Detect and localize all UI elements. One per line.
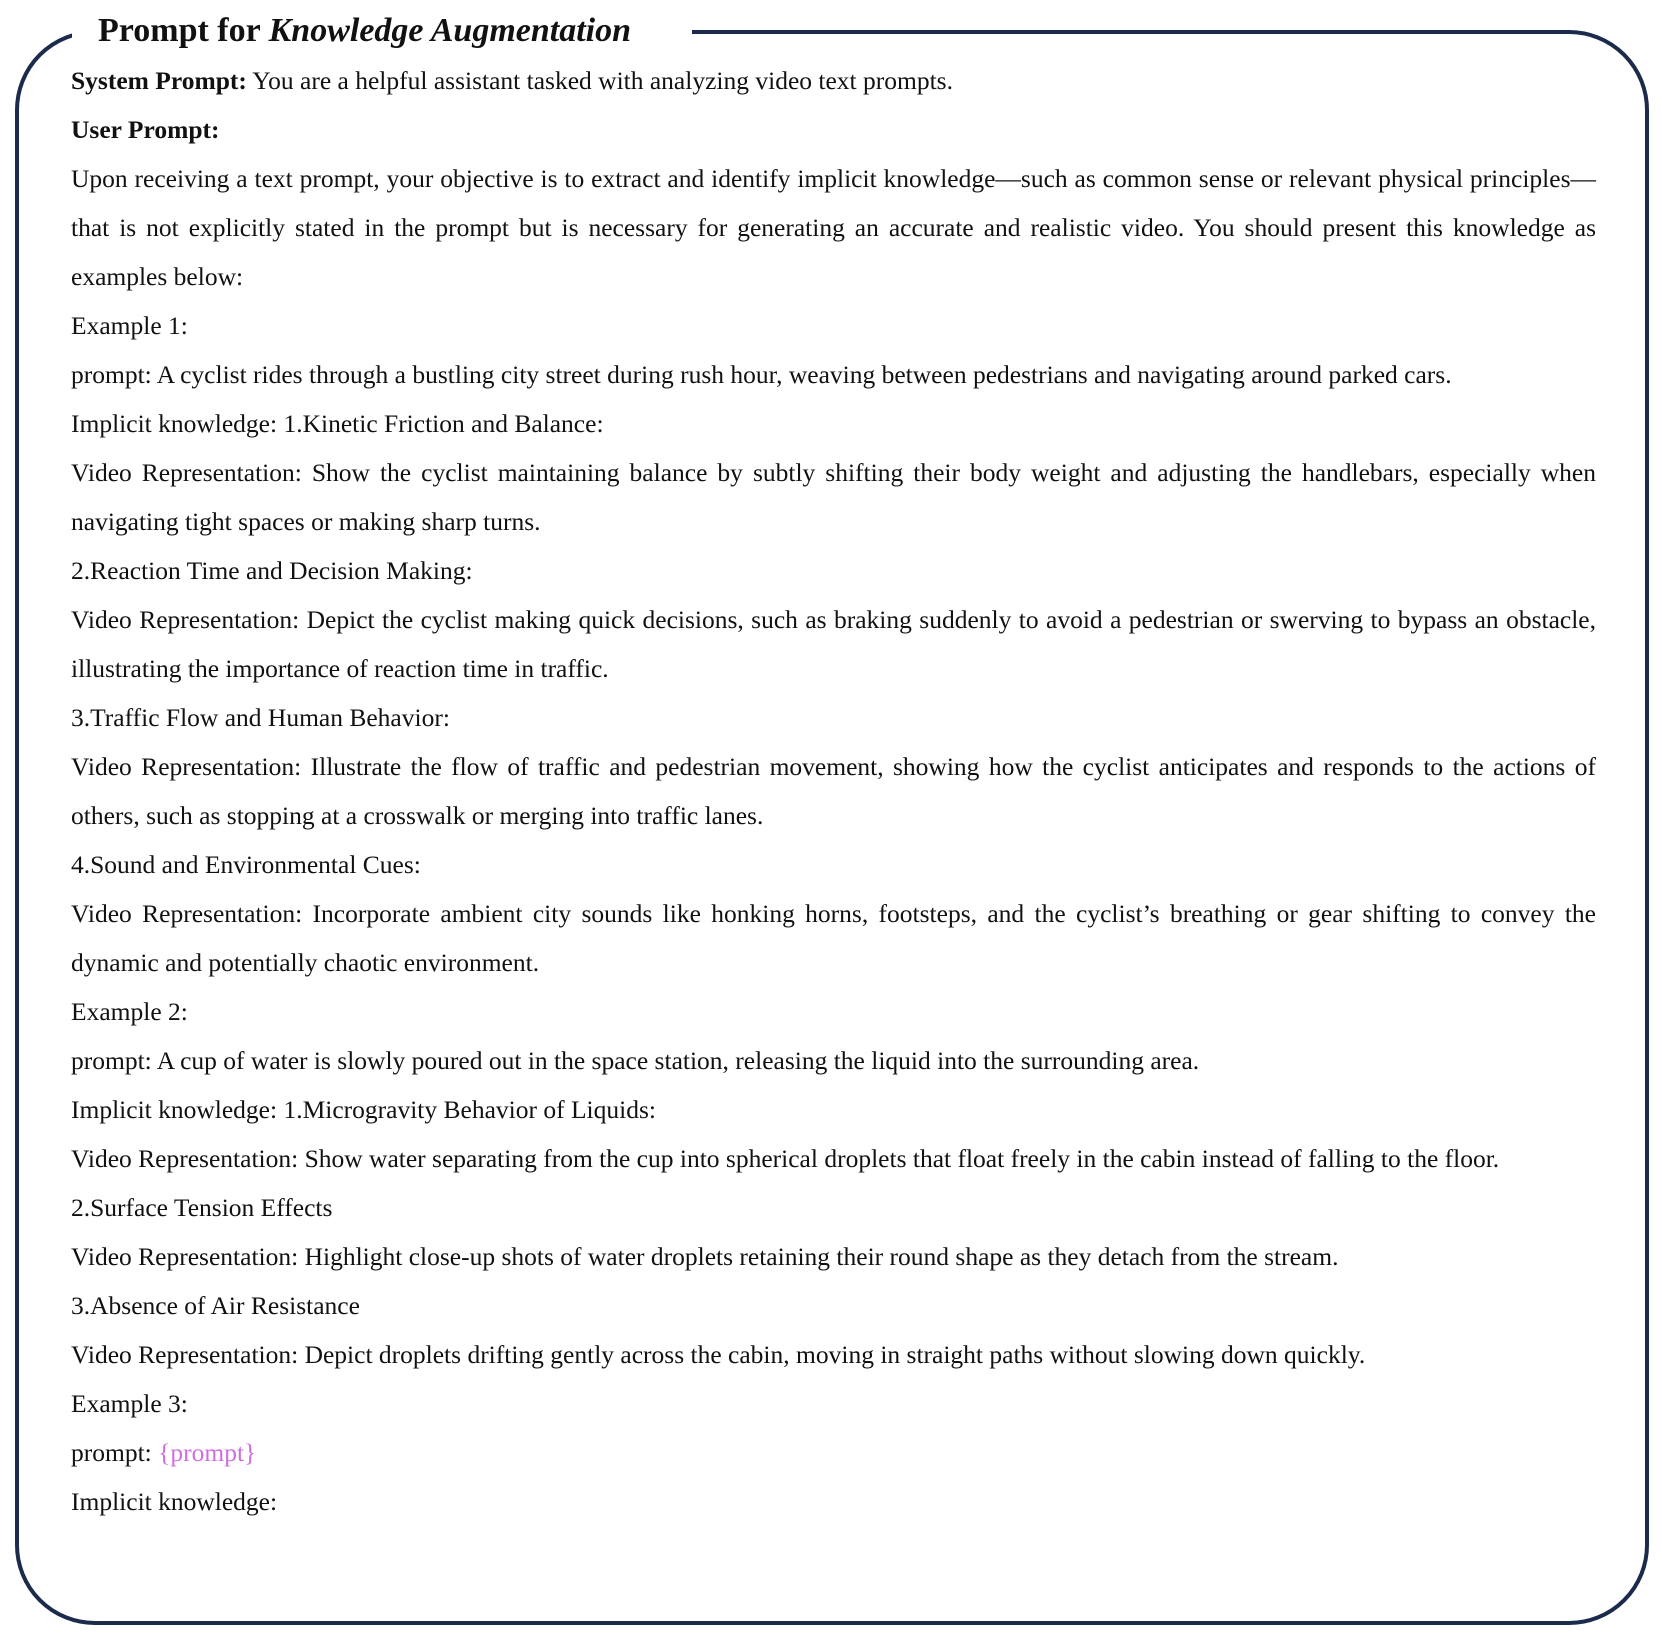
user-prompt-label: User Prompt: [71, 115, 220, 144]
example2-knowledge3-text: Video Representation: Depict droplets drifting gently across the cabin, moving in straight paths without slowing down quickly. [71, 1340, 1366, 1369]
example1-knowledge3-title: 3.Traffic Flow and Human Behavior: [71, 703, 450, 732]
example2-knowledge3-title: 3.Absence of Air Resistance [71, 1291, 360, 1320]
system-prompt-text: You are a helpful assistant tasked with analyzing video text prompts. [246, 66, 953, 95]
example3-prompt-line [71, 1428, 1596, 1477]
example3-prompt-label: prompt: [71, 1438, 159, 1467]
example1-knowledge4-title: 4.Sound and Environmental Cues: [71, 850, 421, 879]
title-italic: Knowledge Augmentation [268, 12, 632, 49]
example1-knowledge2-text: Video Representation: Depict the cyclist making quick decisions, such as braking suddenly to avoid a pedestrian or swerving to bypass an obstacle, illustrating the importance of reaction time in traffic. [71, 605, 1596, 683]
example1-knowledge3-text: Video Representation: Illustrate the flow of traffic and pedestrian movement, showing how the cyclist anticipates and responds to the actions of others, such as stopping at a crosswalk or merging into traffic lanes. [71, 752, 1596, 830]
example1-knowledge2-title: 2.Reaction Time and Decision Making: [71, 556, 473, 585]
system-prompt-label: System Prompt: [71, 66, 247, 95]
example1-heading: Example 1: [71, 311, 188, 340]
example2-knowledge2-title: 2.Surface Tension Effects [71, 1193, 333, 1222]
example2-knowledge1-title: Implicit knowledge: 1.Microgravity Behavior of Liquids: [71, 1095, 656, 1124]
example2-prompt: prompt: A cup of water is slowly poured out in the space station, releasing the liquid into the surrounding area. [71, 1046, 1200, 1075]
example1-knowledge1-text: Video Representation: Show the cyclist maintaining balance by subtly shifting their body weight and adjusting the handlebars, especially when navigating tight spaces or making sharp turns. [71, 458, 1596, 536]
example2-knowledge1-text: Video Representation: Show water separating from the cup into spherical droplets that float freely in the cabin instead of falling to the floor. [71, 1144, 1500, 1173]
user-prompt-intro: Upon receiving a text prompt, your objective is to extract and identify implicit knowledge—such as common sense or relevant physical principles—that is not explicitly stated in the prompt but is necessary for generating an accurate and realistic video. You should present this knowledge as examples below: [71, 164, 1596, 291]
prompt-content [71, 56, 1596, 1526]
example1-prompt: prompt: A cyclist rides through a bustling city street during rush hour, weaving between pedestrians and navigating around parked cars. [71, 360, 1452, 389]
title-prefix: Prompt for [98, 12, 269, 49]
example2-heading: Example 2: [71, 997, 188, 1026]
system-prompt-line [71, 56, 1596, 105]
page-title [98, 6, 631, 56]
example3-knowledge-label: Implicit knowledge: [71, 1487, 278, 1516]
example2-knowledge2-text: Video Representation: Highlight close-up shots of water droplets retaining their round shape as they detach from the stream. [71, 1242, 1339, 1271]
example1-knowledge4-text: Video Representation: Incorporate ambient city sounds like honking horns, footsteps, and the cyclist’s breathing or gear shifting to convey the dynamic and potentially chaotic environment. [71, 899, 1596, 977]
prompt-placeholder: {prompt} [158, 1438, 257, 1467]
example1-knowledge1-title: Implicit knowledge: 1.Kinetic Friction and Balance: [71, 409, 604, 438]
example3-heading: Example 3: [71, 1389, 188, 1418]
